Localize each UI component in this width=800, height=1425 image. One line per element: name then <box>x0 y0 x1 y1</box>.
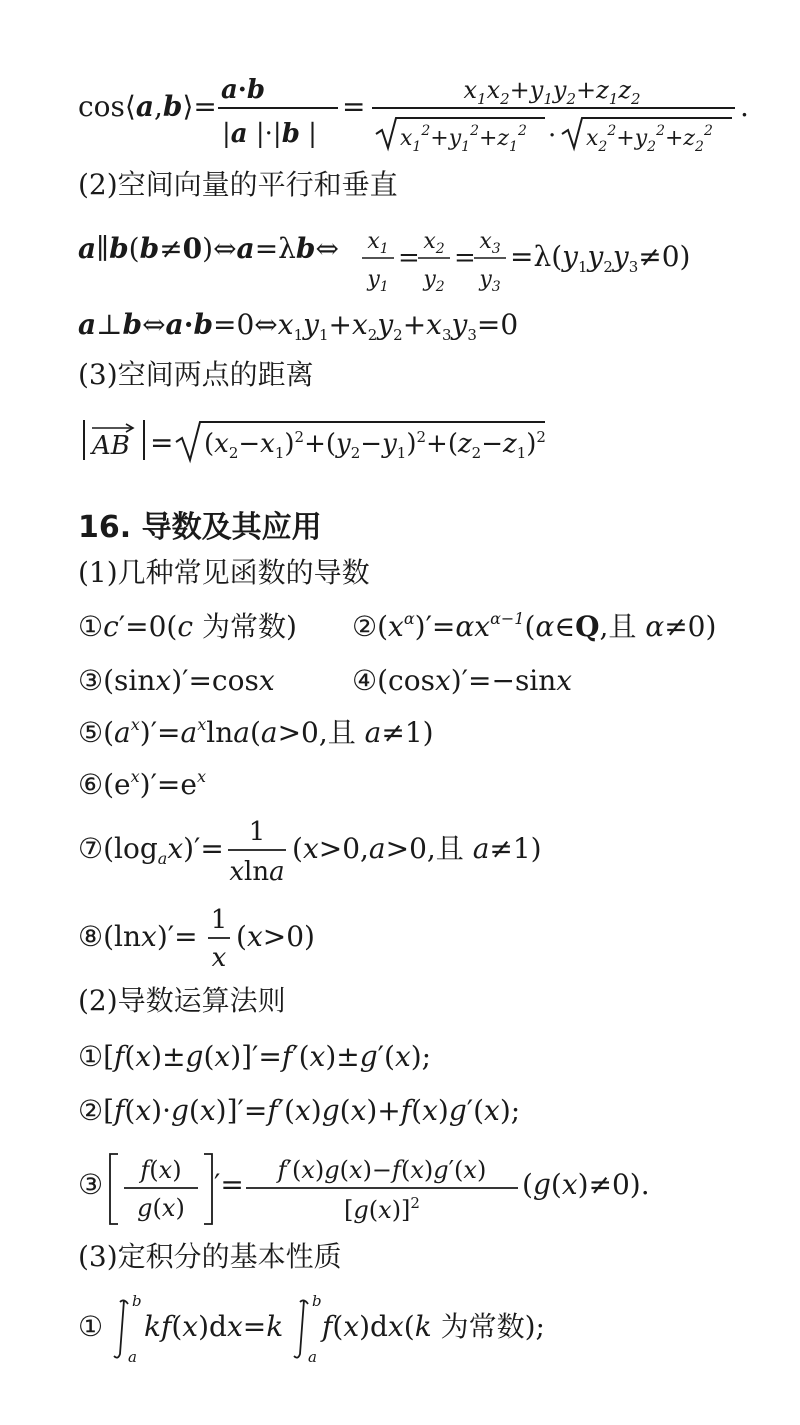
section-distance-title: (3)空间两点的距离 <box>78 358 314 391</box>
derivative-rule-5 <box>0 708 800 754</box>
svg-text:kf(x)dx=k: kf(x)dx=k <box>144 1310 284 1343</box>
section-common-derivatives-title: (1)几种常见函数的导数 <box>78 556 370 589</box>
section-definite-integral-title: (3)定积分的基本性质 <box>78 1240 342 1273</box>
svg-text:1: 1 <box>248 817 266 847</box>
svg-text:(x2−x1)2+(y2−y1)2+(z2−z1)2: $(x_2-x_1)^2+(y_2-y_1)^2+(z_2-z_1)^2$ <box>204 428 546 462</box>
svg-text:AB: AB <box>92 431 130 461</box>
svg-text:a: a <box>308 1348 317 1366</box>
derivative-rules-1-2 <box>0 602 800 648</box>
svg-text:[g(x)]2: $[g(x)]^2$ <box>344 1194 420 1224</box>
derivative-rule-8 <box>0 900 800 976</box>
svg-text:③(sinx)′=cosx: ③(sinx)′=cosx <box>78 664 275 697</box>
svg-text:⑦(logax)′=: $⑦(\log_ax)'=$ <box>78 832 224 868</box>
svg-text:xlna: xlna <box>229 857 285 887</box>
parallel-condition-formula <box>0 218 800 298</box>
svg-text:=: = <box>342 90 366 123</box>
svg-text:x: x <box>211 943 227 973</box>
perpendicular-condition-formula <box>0 302 800 346</box>
svg-text:=: = <box>398 243 420 273</box>
svg-text:x2: $x_2$ <box>423 229 445 257</box>
svg-text:①[f(x)±g(x)]′=f′(x)±g′(x);: ①[f(x)±g(x)]′=f′(x)±g′(x); <box>78 1040 432 1073</box>
svg-text:(g(x)≠0).: (g(x)≠0). <box>522 1168 650 1201</box>
svg-text:①c′=0(c 为常数): ①c′=0(c 为常数) <box>78 610 297 643</box>
svg-text:⑤(ax)′=axlna(a>0,且 a≠1): $⑤(a^x)'=a^x\ln a(a>0$,且 a≠1) <box>78 715 434 749</box>
svg-text:x3: $x_3$ <box>479 229 501 257</box>
section-derivative-rules-title: (2)导数运算法则 <box>78 984 286 1017</box>
svg-text:b: b <box>312 1292 322 1310</box>
svg-text:x22+y22+z22: $x_2^2+y_2^2+z_2^2$ <box>586 123 713 155</box>
svg-text:②[f(x)·g(x)]′=f′(x)g(x)+f(x)g′: ②[f(x)·g(x)]′=f′(x)g(x)+f(x)g′(x); <box>78 1094 521 1127</box>
cos-angle-formula <box>0 68 800 158</box>
svg-text:f′(x)g(x)−f(x)g′(x): f′(x)g(x)−f(x)g′(x) <box>277 1156 487 1184</box>
sum-rule-formula <box>0 1032 800 1078</box>
derivative-rules-3-4 <box>0 656 800 702</box>
svg-text:a⊥b⇔a·b=0⇔x1y1+x2y2+x3y3=0: $a\perp b\Leftrightarrow a\cdot b=0\Leftrightarrow x_1y_1+x_2y_2+x_3y_3=0$ <box>78 308 519 344</box>
svg-text:·: · <box>548 121 557 151</box>
svg-text:(x>0,a>0,且 a≠1): (x>0,a>0,且 a≠1) <box>292 832 542 865</box>
svg-text:g(x): g(x) <box>137 1194 185 1222</box>
svg-text:②(xα)′=αxα−1(α∈Q,且 α≠0): $②(x^\alpha)'=\alpha x^{\alpha-1}(\alpha\in Q$,且 α≠0) <box>352 609 717 643</box>
distance-formula <box>0 408 800 468</box>
svg-text:⑧(lnx)′=: ⑧(lnx)′= <box>78 920 198 953</box>
svg-text:y2: $y_2$ <box>423 267 445 295</box>
svg-text:1: 1 <box>210 905 228 935</box>
svg-text:=: = <box>150 426 174 459</box>
derivative-rule-6 <box>0 760 800 806</box>
svg-text:④(cosx)′=−sinx: ④(cosx)′=−sinx <box>352 664 573 697</box>
svg-text:a∥b(b≠0)⇔a=λb⇔: a∥b(b≠0)⇔a=λb⇔ <box>78 232 339 265</box>
derivative-rule-7 <box>0 812 800 892</box>
heading-derivatives: 16. 导数及其应用 <box>78 510 322 545</box>
svg-text:(x>0): (x>0) <box>236 920 315 953</box>
svg-text:|a |·|b |: |a |·|b | <box>222 119 317 149</box>
svg-text:a: a <box>128 1348 137 1366</box>
svg-text:cos⟨a,b⟩=: cos⟨a,b⟩= <box>78 90 217 123</box>
svg-text:y3: $y_3$ <box>479 267 501 295</box>
svg-text:=: = <box>454 243 476 273</box>
section-parallel-perpendicular-title: (2)空间向量的平行和垂直 <box>78 168 398 201</box>
svg-text:x12+y12+z12: $x_1^2+y_1^2+z_1^2$ <box>400 123 527 155</box>
svg-text:f(x): f(x) <box>140 1156 182 1184</box>
svg-text:x1x2+y1y2+z1z2: $x_1x_2+y_1y_2+z_1z_2$ <box>463 76 641 108</box>
definite-integral-property-formula <box>0 1288 800 1368</box>
svg-text:③: ③ <box>78 1168 104 1201</box>
quotient-rule-formula <box>0 1146 800 1232</box>
svg-text:′=: ′= <box>214 1168 244 1201</box>
svg-text:f(x)dx(k 为常数);: f(x)dx(k 为常数); <box>322 1310 545 1343</box>
svg-text:.: . <box>740 90 749 123</box>
svg-text:b: b <box>132 1292 142 1310</box>
svg-text:①: ① <box>78 1310 104 1343</box>
product-rule-formula <box>0 1086 800 1132</box>
svg-text:=λ(y1y2y3≠0): $=\lambda(y_1y_2y_3\ne 0)$ <box>510 240 691 276</box>
svg-text:a·b: a·b <box>220 75 266 105</box>
svg-text:⑥(ex)′=ex: $⑥(e^x)'=e^x$ <box>78 767 206 801</box>
svg-text:y1: $y_1$ <box>367 267 389 295</box>
svg-text:x1: $x_1$ <box>367 229 389 257</box>
